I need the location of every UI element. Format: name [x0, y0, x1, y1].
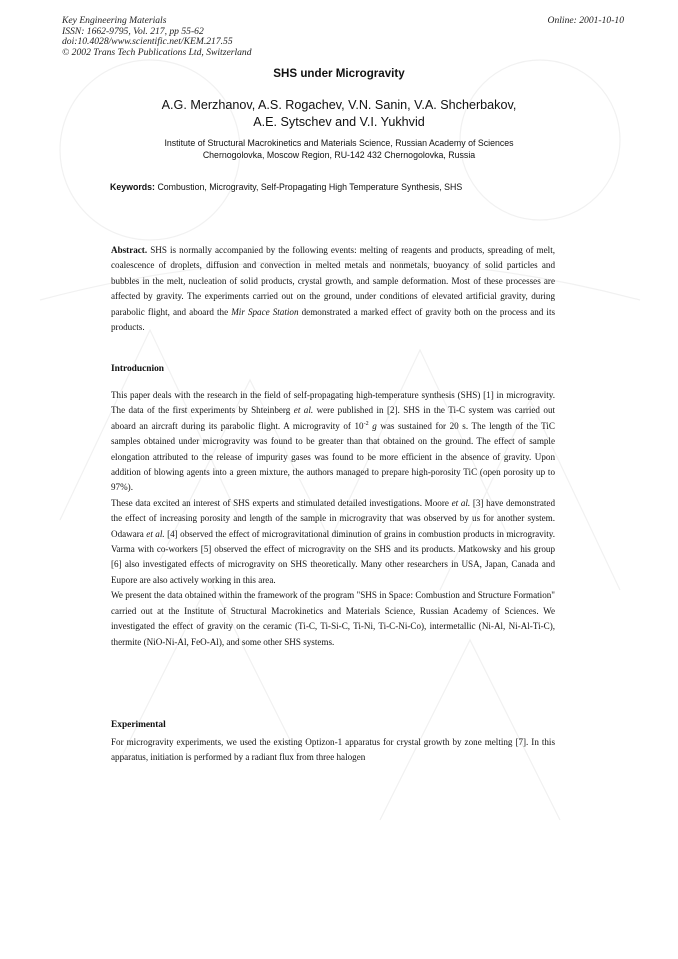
- keywords-text: Combustion, Microgravity, Self-Propagating High Temperature Synthesis, SHS: [157, 182, 463, 192]
- doi-line: doi:10.4028/www.scientific.net/KEM.217.55: [62, 36, 233, 48]
- intro-p2-text-b: [3] have demonstrated the effect of increasing porosity and length of the sample in microgravity that was observed by us for another system. Odawara: [111, 497, 556, 539]
- authors-line-2: A.E. Sytschev and V.I. Yukhvid: [253, 115, 425, 129]
- intro-p2-text-c: [4] observed the effect of microgravitational diminution of grains in combustion products in microgravity. Varma with co-workers [5] observed the effect of microgravity on the SHS and its products. Matkowsky and his group [6] also investigated effects of microgravity on SHS theoretically. Many other researchers in USA, Japan, Canada and Eupore are also actively working in this area.: [111, 528, 555, 585]
- abstract-label: Abstract.: [111, 245, 148, 255]
- experimental-body: [111, 735, 555, 766]
- abstract-text-2: demonstrated a marked effect of gravity both on the process and its products.: [111, 306, 556, 333]
- intro-p2-etal-2: et al.: [146, 528, 165, 539]
- author-list: [0, 97, 678, 131]
- intro-paragraph-3: We present the data obtained within the framework of the program "SHS in Space: Combustion and Structure Formation" carried out at the Institute of Structural Macrokinetics and Materials Science, Russian Academy of Sciences. We investigated the effect of gravity on the ceramic (Ti-C, Ti-Si-C, Ti-Ni, Ti-C-Ni-Co), intermetallic (Ni-Al, Ni-Al-Ti-C), thermite (NiO-Ni-Al, FeO-Al), and some other SHS systems.: [111, 590, 555, 647]
- intro-p2-text-a: These data excited an interest of SHS experts and stimulated detailed investigations. Moore: [111, 497, 449, 508]
- intro-paragraph-1: [111, 388, 555, 496]
- paper-title: SHS under Microgravity: [273, 67, 405, 80]
- experimental-paragraph: For microgravity experiments, we used the existing Optizon-1 apparatus for crystal growth by zone melting [7]. In this apparatus, initiation is performed by a radiant flux from three halogen: [111, 737, 555, 763]
- intro-p1-etal: et al.: [293, 405, 314, 416]
- journal-name: Key Engineering Materials: [62, 15, 167, 26]
- affiliation-line-2: Chernogolovka, Moscow Region, RU-142 432 Chernogolovka, Russia: [202, 150, 476, 160]
- keywords-label: Keywords:: [110, 182, 155, 192]
- intro-p1-g: g: [372, 420, 377, 431]
- intro-p2-etal-1: et al.: [451, 497, 471, 508]
- abstract: [111, 243, 555, 335]
- experimental-heading: Experimental: [111, 720, 166, 730]
- journal-header: [62, 16, 382, 58]
- affiliation: [0, 137, 678, 161]
- online-date: Online: 2001-10-10: [547, 15, 624, 26]
- abstract-text-1: SHS is normally accompanied by the following events: melting of reagents and products, spreading of melt, coalescence of droplets, diffusion and convection in melted metals and nonmetals, buoyancy of solid particles and bubbles in the melt, nucleation of solid products, crystal growth, and sample deformation. Most of these processes are affected by gravity. The experiments carried out on the ground, under conditions of elevated artificial gravity, during parabolic flight, and aboard the: [111, 245, 555, 317]
- introduction-body: [111, 388, 555, 650]
- intro-p1-text-b: were published in [2]. SHS in the Ti-C system was carried out aboard an aircraft during its parabolic flight. A microgravity of 10: [111, 405, 556, 431]
- affiliation-line-1: Institute of Structural Macrokinetics and Materials Science, Russian Academy of Sciences: [164, 138, 514, 148]
- intro-paragraph-2: [111, 496, 555, 588]
- introduction-heading: Introducnion: [111, 364, 164, 374]
- intro-p1-text-a: This paper deals with the research in the field of self-propagating high-temperature synthesis (SHS) [1] in microgravity. The data of the first experiments by Shteinberg: [111, 390, 555, 416]
- copyright-line: © 2002 Trans Tech Publications Ltd, Switzerland: [62, 46, 252, 58]
- intro-p1-text-c: was sustained for 20 s. The length of the TiC samples obtained under microgravity was found to be greater than that obtained on the ground. The effect of sample elongation attributed to the release of impurity gases was found to be more efficient in the absence of gravity. Upon addition of blowing agents into a green mixture, the authors managed to prepare high-porosity TiC (open porosity up to 97%).: [111, 420, 555, 493]
- intro-p1-exponent: -2: [363, 420, 369, 427]
- issn-line: ISSN: 1662-9795, Vol. 217, pp 55-62: [62, 25, 204, 37]
- abstract-italic: Mir Space Station: [231, 306, 299, 317]
- keywords: [110, 182, 630, 192]
- authors-line-1: A.G. Merzhanov, A.S. Rogachev, V.N. Sanin, V.A. Shcherbakov,: [161, 98, 517, 112]
